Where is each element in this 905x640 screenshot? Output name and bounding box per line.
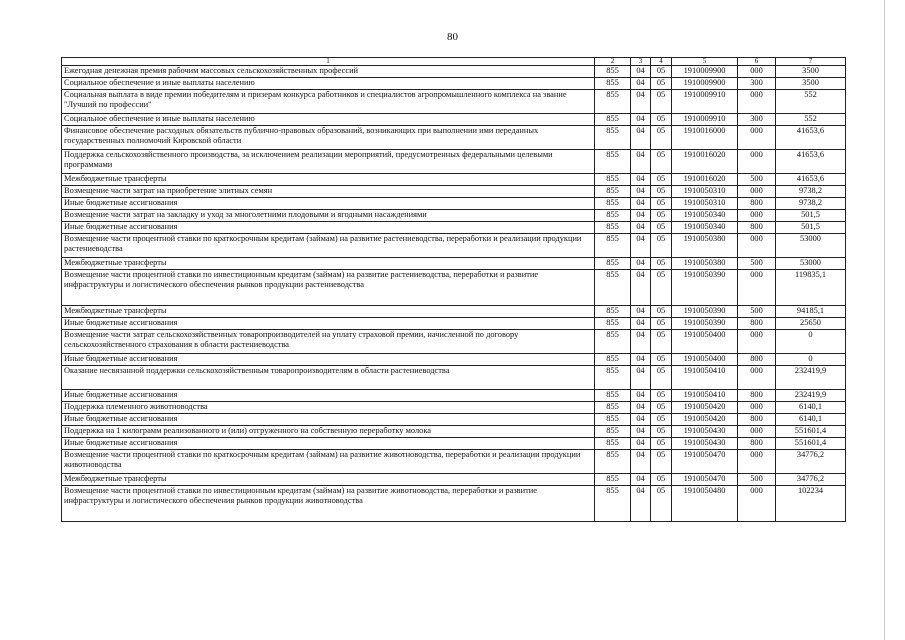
- target-article-cell: 1910050430: [672, 438, 738, 450]
- table-row: [62, 474, 846, 486]
- expense-type-cell: 500: [738, 174, 776, 186]
- expense-type-cell: 800: [738, 438, 776, 450]
- row-name-cell: Межбюджетные трансферты: [62, 474, 595, 486]
- expense-type-cell: 000: [738, 450, 776, 474]
- table-row: [62, 450, 846, 474]
- row-name-cell: Возмещение части затрат сельскохозяйственных товаропроизводителей на уплату страховой премии, начисленной по договору сельскохозяйственного страхования в области растениеводства: [62, 330, 595, 354]
- section-cell: 04: [631, 450, 651, 474]
- table-row: [62, 234, 846, 258]
- expense-type-cell: 500: [738, 258, 776, 270]
- header-row: [62, 58, 846, 66]
- row-name-cell: Возмещение части затрат на приобретение элитных семян: [62, 186, 595, 198]
- table-row: [62, 150, 846, 174]
- row-name-cell: Иные бюджетные ассигнования: [62, 354, 595, 366]
- row-name-cell: Поддержка сельскохозяйственного производства, за исключением реализации мероприятий, предусмотренных федеральными целевыми программами: [62, 150, 595, 174]
- table-row: [62, 390, 846, 402]
- subsection-cell: 05: [651, 330, 672, 354]
- target-article-cell: 1910050340: [672, 210, 738, 222]
- table-body: [62, 66, 846, 522]
- admin-code-cell: 855: [595, 174, 631, 186]
- amount-cell: 6140,1: [776, 414, 846, 426]
- expense-type-cell: 000: [738, 150, 776, 174]
- subsection-cell: 05: [651, 486, 672, 522]
- table-row: [62, 402, 846, 414]
- table-row: [62, 330, 846, 354]
- row-name-cell: Межбюджетные трансферты: [62, 258, 595, 270]
- amount-cell: 551601,4: [776, 426, 846, 438]
- section-cell: 04: [631, 150, 651, 174]
- section-cell: 04: [631, 234, 651, 258]
- subsection-cell: 05: [651, 234, 672, 258]
- row-name-cell: Поддержка племенного животноводства: [62, 402, 595, 414]
- admin-code-cell: 855: [595, 222, 631, 234]
- row-name-cell: Иные бюджетные ассигнования: [62, 414, 595, 426]
- subsection-cell: 05: [651, 402, 672, 414]
- section-cell: 04: [631, 66, 651, 78]
- table-row: [62, 426, 846, 438]
- row-name-cell: Возмещение части процентной ставки по краткосрочным кредитам (займам) на развитие животноводства, переработки и реализации продукции животноводства: [62, 450, 595, 474]
- amount-cell: 34776,2: [776, 474, 846, 486]
- row-name-cell: Иные бюджетные ассигнования: [62, 318, 595, 330]
- subsection-cell: 05: [651, 114, 672, 126]
- admin-code-cell: 855: [595, 438, 631, 450]
- section-cell: 04: [631, 210, 651, 222]
- expense-type-cell: 000: [738, 330, 776, 354]
- target-article-cell: 1910050380: [672, 234, 738, 258]
- admin-code-cell: 855: [595, 354, 631, 366]
- table-row: [62, 414, 846, 426]
- amount-cell: 3500: [776, 78, 846, 90]
- table-row: [62, 318, 846, 330]
- section-cell: 04: [631, 402, 651, 414]
- row-name-cell: Иные бюджетные ассигнования: [62, 390, 595, 402]
- admin-code-cell: 855: [595, 234, 631, 258]
- table-row: [62, 354, 846, 366]
- amount-cell: 9738,2: [776, 198, 846, 210]
- admin-code-cell: 855: [595, 390, 631, 402]
- table-row: [62, 222, 846, 234]
- subsection-cell: 05: [651, 438, 672, 450]
- expense-type-cell: 800: [738, 390, 776, 402]
- expense-type-cell: 000: [738, 366, 776, 390]
- row-name-cell: Поддержка на 1 килограмм реализованного и (или) отгруженного на собственную переработку молока: [62, 426, 595, 438]
- section-cell: 04: [631, 78, 651, 90]
- admin-code-cell: 855: [595, 306, 631, 318]
- admin-code-cell: 855: [595, 366, 631, 390]
- row-name-cell: Ежегодная денежная премия рабочим массовых сельскохозяйственных профессий: [62, 66, 595, 78]
- column-header: 6: [738, 58, 776, 66]
- expense-type-cell: 000: [738, 90, 776, 114]
- admin-code-cell: 855: [595, 126, 631, 150]
- amount-cell: 53000: [776, 234, 846, 258]
- target-article-cell: 1910050390: [672, 306, 738, 318]
- column-header: 3: [631, 58, 651, 66]
- subsection-cell: 05: [651, 150, 672, 174]
- section-cell: 04: [631, 258, 651, 270]
- target-article-cell: 1910050410: [672, 366, 738, 390]
- admin-code-cell: 855: [595, 186, 631, 198]
- expense-type-cell: 000: [738, 402, 776, 414]
- admin-code-cell: 855: [595, 78, 631, 90]
- row-name-cell: Возмещение части процентной ставки по инвестиционным кредитам (займам) на развитие животноводства, переработки и развитие инфраструктуры и логистического обеспечения рынков продукции животноводства: [62, 486, 595, 522]
- subsection-cell: 05: [651, 318, 672, 330]
- expense-type-cell: 800: [738, 198, 776, 210]
- subsection-cell: 05: [651, 354, 672, 366]
- admin-code-cell: 855: [595, 450, 631, 474]
- expense-type-cell: 500: [738, 474, 776, 486]
- table-row: [62, 114, 846, 126]
- expense-type-cell: 000: [738, 126, 776, 150]
- amount-cell: 25650: [776, 318, 846, 330]
- subsection-cell: 05: [651, 426, 672, 438]
- table-row: [62, 90, 846, 114]
- row-name-cell: Социальное обеспечение и иные выплаты населению: [62, 114, 595, 126]
- target-article-cell: 1910050430: [672, 426, 738, 438]
- admin-code-cell: 855: [595, 258, 631, 270]
- subsection-cell: 05: [651, 474, 672, 486]
- row-name-cell: Межбюджетные трансферты: [62, 174, 595, 186]
- section-cell: 04: [631, 198, 651, 210]
- admin-code-cell: 855: [595, 66, 631, 78]
- expense-type-cell: 800: [738, 414, 776, 426]
- subsection-cell: 05: [651, 126, 672, 150]
- subsection-cell: 05: [651, 174, 672, 186]
- amount-cell: 9738,2: [776, 186, 846, 198]
- subsection-cell: 05: [651, 366, 672, 390]
- expense-type-cell: 000: [738, 186, 776, 198]
- target-article-cell: 1910050340: [672, 222, 738, 234]
- target-article-cell: 1910050410: [672, 390, 738, 402]
- amount-cell: 552: [776, 90, 846, 114]
- amount-cell: 3500: [776, 66, 846, 78]
- section-cell: 04: [631, 222, 651, 234]
- page-edge-line: [884, 0, 885, 640]
- row-name-cell: Возмещение части процентной ставки по инвестиционным кредитам (займам) на развитие растениеводства, переработки и развитие инфраструктуры и логистического обеспечения рынков продукции растениеводства: [62, 270, 595, 306]
- table-row: [62, 198, 846, 210]
- expense-type-cell: 000: [738, 210, 776, 222]
- expense-type-cell: 000: [738, 426, 776, 438]
- page-number: 80: [447, 31, 458, 43]
- column-header: 7: [776, 58, 846, 66]
- target-article-cell: 1910016000: [672, 126, 738, 150]
- target-article-cell: 1910050400: [672, 354, 738, 366]
- row-name-cell: Социальное обеспечение и иные выплаты населению: [62, 78, 595, 90]
- admin-code-cell: 855: [595, 114, 631, 126]
- amount-cell: 0: [776, 354, 846, 366]
- row-name-cell: Иные бюджетные ассигнования: [62, 198, 595, 210]
- target-article-cell: 1910009900: [672, 78, 738, 90]
- admin-code-cell: 855: [595, 402, 631, 414]
- subsection-cell: 05: [651, 270, 672, 306]
- amount-cell: 41653,6: [776, 150, 846, 174]
- target-article-cell: 1910009910: [672, 114, 738, 126]
- amount-cell: 551601,4: [776, 438, 846, 450]
- column-header: 5: [672, 58, 738, 66]
- expense-type-cell: 800: [738, 222, 776, 234]
- expense-type-cell: 000: [738, 234, 776, 258]
- admin-code-cell: 855: [595, 414, 631, 426]
- column-header: 2: [595, 58, 631, 66]
- admin-code-cell: 855: [595, 198, 631, 210]
- amount-cell: 41653,6: [776, 174, 846, 186]
- target-article-cell: 1910016020: [672, 150, 738, 174]
- table-row: [62, 270, 846, 306]
- subsection-cell: 05: [651, 210, 672, 222]
- subsection-cell: 05: [651, 414, 672, 426]
- target-article-cell: 1910050390: [672, 318, 738, 330]
- amount-cell: 552: [776, 114, 846, 126]
- subsection-cell: 05: [651, 66, 672, 78]
- section-cell: 04: [631, 114, 651, 126]
- target-article-cell: 1910050380: [672, 258, 738, 270]
- section-cell: 04: [631, 186, 651, 198]
- target-article-cell: 1910050420: [672, 402, 738, 414]
- subsection-cell: 05: [651, 450, 672, 474]
- table-row: [62, 186, 846, 198]
- section-cell: 04: [631, 126, 651, 150]
- section-cell: 04: [631, 426, 651, 438]
- subsection-cell: 05: [651, 90, 672, 114]
- table-row: [62, 258, 846, 270]
- table-row: [62, 210, 846, 222]
- table-row: [62, 486, 846, 522]
- expense-type-cell: 000: [738, 486, 776, 522]
- row-name-cell: Оказание несвязанной поддержки сельскохозяйственным товаропроизводителям в области растениеводства: [62, 366, 595, 390]
- expense-type-cell: 800: [738, 354, 776, 366]
- admin-code-cell: 855: [595, 90, 631, 114]
- section-cell: 04: [631, 306, 651, 318]
- row-name-cell: Возмещение части затрат на закладку и уход за многолетними плодовыми и ягодными насаждениями: [62, 210, 595, 222]
- section-cell: 04: [631, 174, 651, 186]
- row-name-cell: Социальная выплата в виде премии победителям и призерам конкурса работников и специалистов агропромышленного комплекса на звание "Лучший по профессии": [62, 90, 595, 114]
- amount-cell: 501,5: [776, 222, 846, 234]
- expense-type-cell: 500: [738, 306, 776, 318]
- target-article-cell: 1910050390: [672, 270, 738, 306]
- expense-type-cell: 300: [738, 78, 776, 90]
- section-cell: 04: [631, 474, 651, 486]
- amount-cell: 232419,9: [776, 390, 846, 402]
- table-row: [62, 174, 846, 186]
- amount-cell: 53000: [776, 258, 846, 270]
- target-article-cell: 1910050470: [672, 474, 738, 486]
- admin-code-cell: 855: [595, 318, 631, 330]
- table-row: [62, 126, 846, 150]
- amount-cell: 232419,9: [776, 366, 846, 390]
- amount-cell: 119835,1: [776, 270, 846, 306]
- amount-cell: 102234: [776, 486, 846, 522]
- section-cell: 04: [631, 90, 651, 114]
- subsection-cell: 05: [651, 186, 672, 198]
- target-article-cell: 1910050310: [672, 186, 738, 198]
- amount-cell: 94185,1: [776, 306, 846, 318]
- row-name-cell: Финансовое обеспечение расходных обязательств публично-правовых образований, возникающих при выполнении ими переданных государственных полномочий Кировской области: [62, 126, 595, 150]
- table-row: [62, 306, 846, 318]
- section-cell: 04: [631, 486, 651, 522]
- expense-type-cell: 800: [738, 318, 776, 330]
- section-cell: 04: [631, 318, 651, 330]
- admin-code-cell: 855: [595, 486, 631, 522]
- target-article-cell: 1910050480: [672, 486, 738, 522]
- target-article-cell: 1910016020: [672, 174, 738, 186]
- admin-code-cell: 855: [595, 426, 631, 438]
- target-article-cell: 1910050310: [672, 198, 738, 210]
- amount-cell: 6140,1: [776, 402, 846, 414]
- table-row: [62, 66, 846, 78]
- budget-table: [61, 57, 846, 522]
- table-row: [62, 366, 846, 390]
- subsection-cell: 05: [651, 222, 672, 234]
- row-name-cell: Возмещение части процентной ставки по краткосрочным кредитам (займам) на развитие растениеводства, переработки и реализации продукции растениеводства: [62, 234, 595, 258]
- target-article-cell: 1910050400: [672, 330, 738, 354]
- column-header: 4: [651, 58, 672, 66]
- row-name-cell: Иные бюджетные ассигнования: [62, 222, 595, 234]
- admin-code-cell: 855: [595, 150, 631, 174]
- expense-type-cell: 000: [738, 66, 776, 78]
- target-article-cell: 1910009900: [672, 66, 738, 78]
- table-row: [62, 78, 846, 90]
- expense-type-cell: 300: [738, 114, 776, 126]
- subsection-cell: 05: [651, 306, 672, 318]
- row-name-cell: Межбюджетные трансферты: [62, 306, 595, 318]
- table-row: [62, 438, 846, 450]
- row-name-cell: Иные бюджетные ассигнования: [62, 438, 595, 450]
- target-article-cell: 1910050470: [672, 450, 738, 474]
- amount-cell: 501,5: [776, 210, 846, 222]
- admin-code-cell: 855: [595, 474, 631, 486]
- section-cell: 04: [631, 438, 651, 450]
- section-cell: 04: [631, 414, 651, 426]
- amount-cell: 34776,2: [776, 450, 846, 474]
- subsection-cell: 05: [651, 198, 672, 210]
- target-article-cell: 1910050420: [672, 414, 738, 426]
- admin-code-cell: 855: [595, 210, 631, 222]
- column-header: 1: [62, 58, 595, 66]
- target-article-cell: 1910009910: [672, 90, 738, 114]
- amount-cell: 41653,6: [776, 126, 846, 150]
- section-cell: 04: [631, 330, 651, 354]
- admin-code-cell: 855: [595, 330, 631, 354]
- section-cell: 04: [631, 354, 651, 366]
- subsection-cell: 05: [651, 78, 672, 90]
- section-cell: 04: [631, 270, 651, 306]
- section-cell: 04: [631, 366, 651, 390]
- admin-code-cell: 855: [595, 270, 631, 306]
- subsection-cell: 05: [651, 258, 672, 270]
- amount-cell: 0: [776, 330, 846, 354]
- expense-type-cell: 000: [738, 270, 776, 306]
- subsection-cell: 05: [651, 390, 672, 402]
- section-cell: 04: [631, 390, 651, 402]
